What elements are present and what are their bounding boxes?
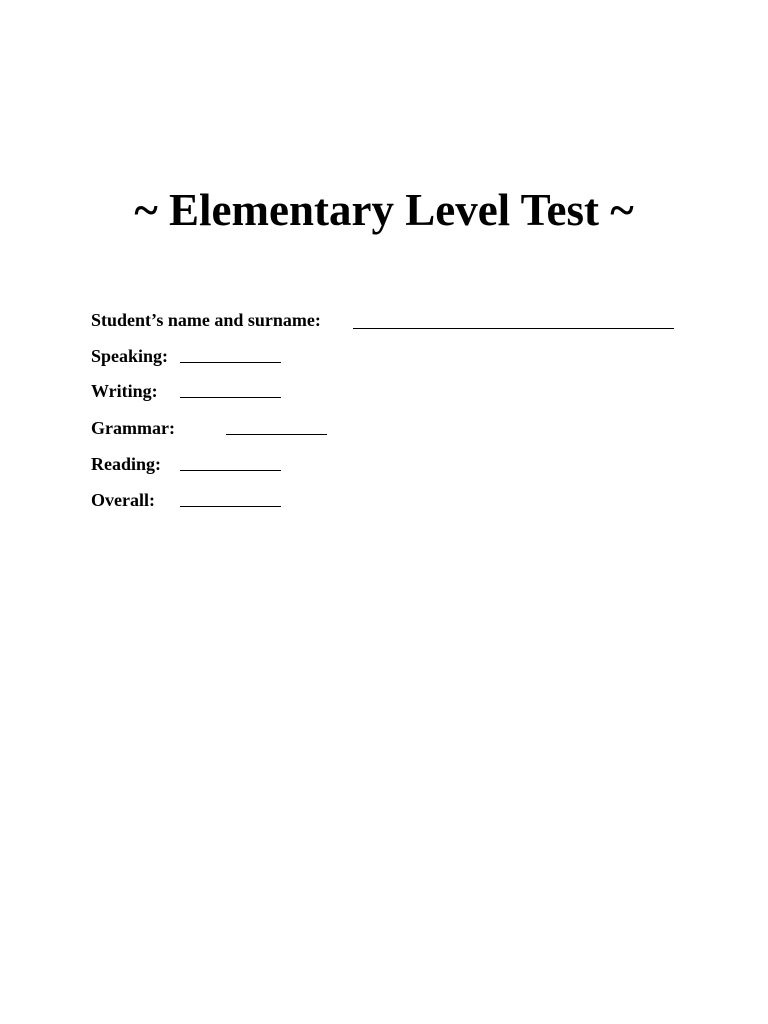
page-title: ~ Elementary Level Test ~ — [134, 185, 634, 235]
student-name-label: Student’s name and surname: — [91, 310, 321, 330]
reading-label: Reading: — [91, 454, 162, 474]
overall-score-blank[interactable] — [180, 506, 281, 507]
speaking-score-blank[interactable] — [180, 362, 281, 363]
writing-score-blank[interactable] — [180, 397, 281, 398]
overall-label: Overall: — [91, 490, 155, 510]
grammar-score-blank[interactable] — [226, 434, 327, 435]
grammar-label: Grammar: — [91, 418, 175, 438]
speaking-label: Speaking: — [91, 346, 169, 366]
reading-score-blank[interactable] — [180, 470, 281, 471]
student-name-blank[interactable] — [353, 328, 674, 329]
writing-label: Writing: — [91, 381, 158, 401]
